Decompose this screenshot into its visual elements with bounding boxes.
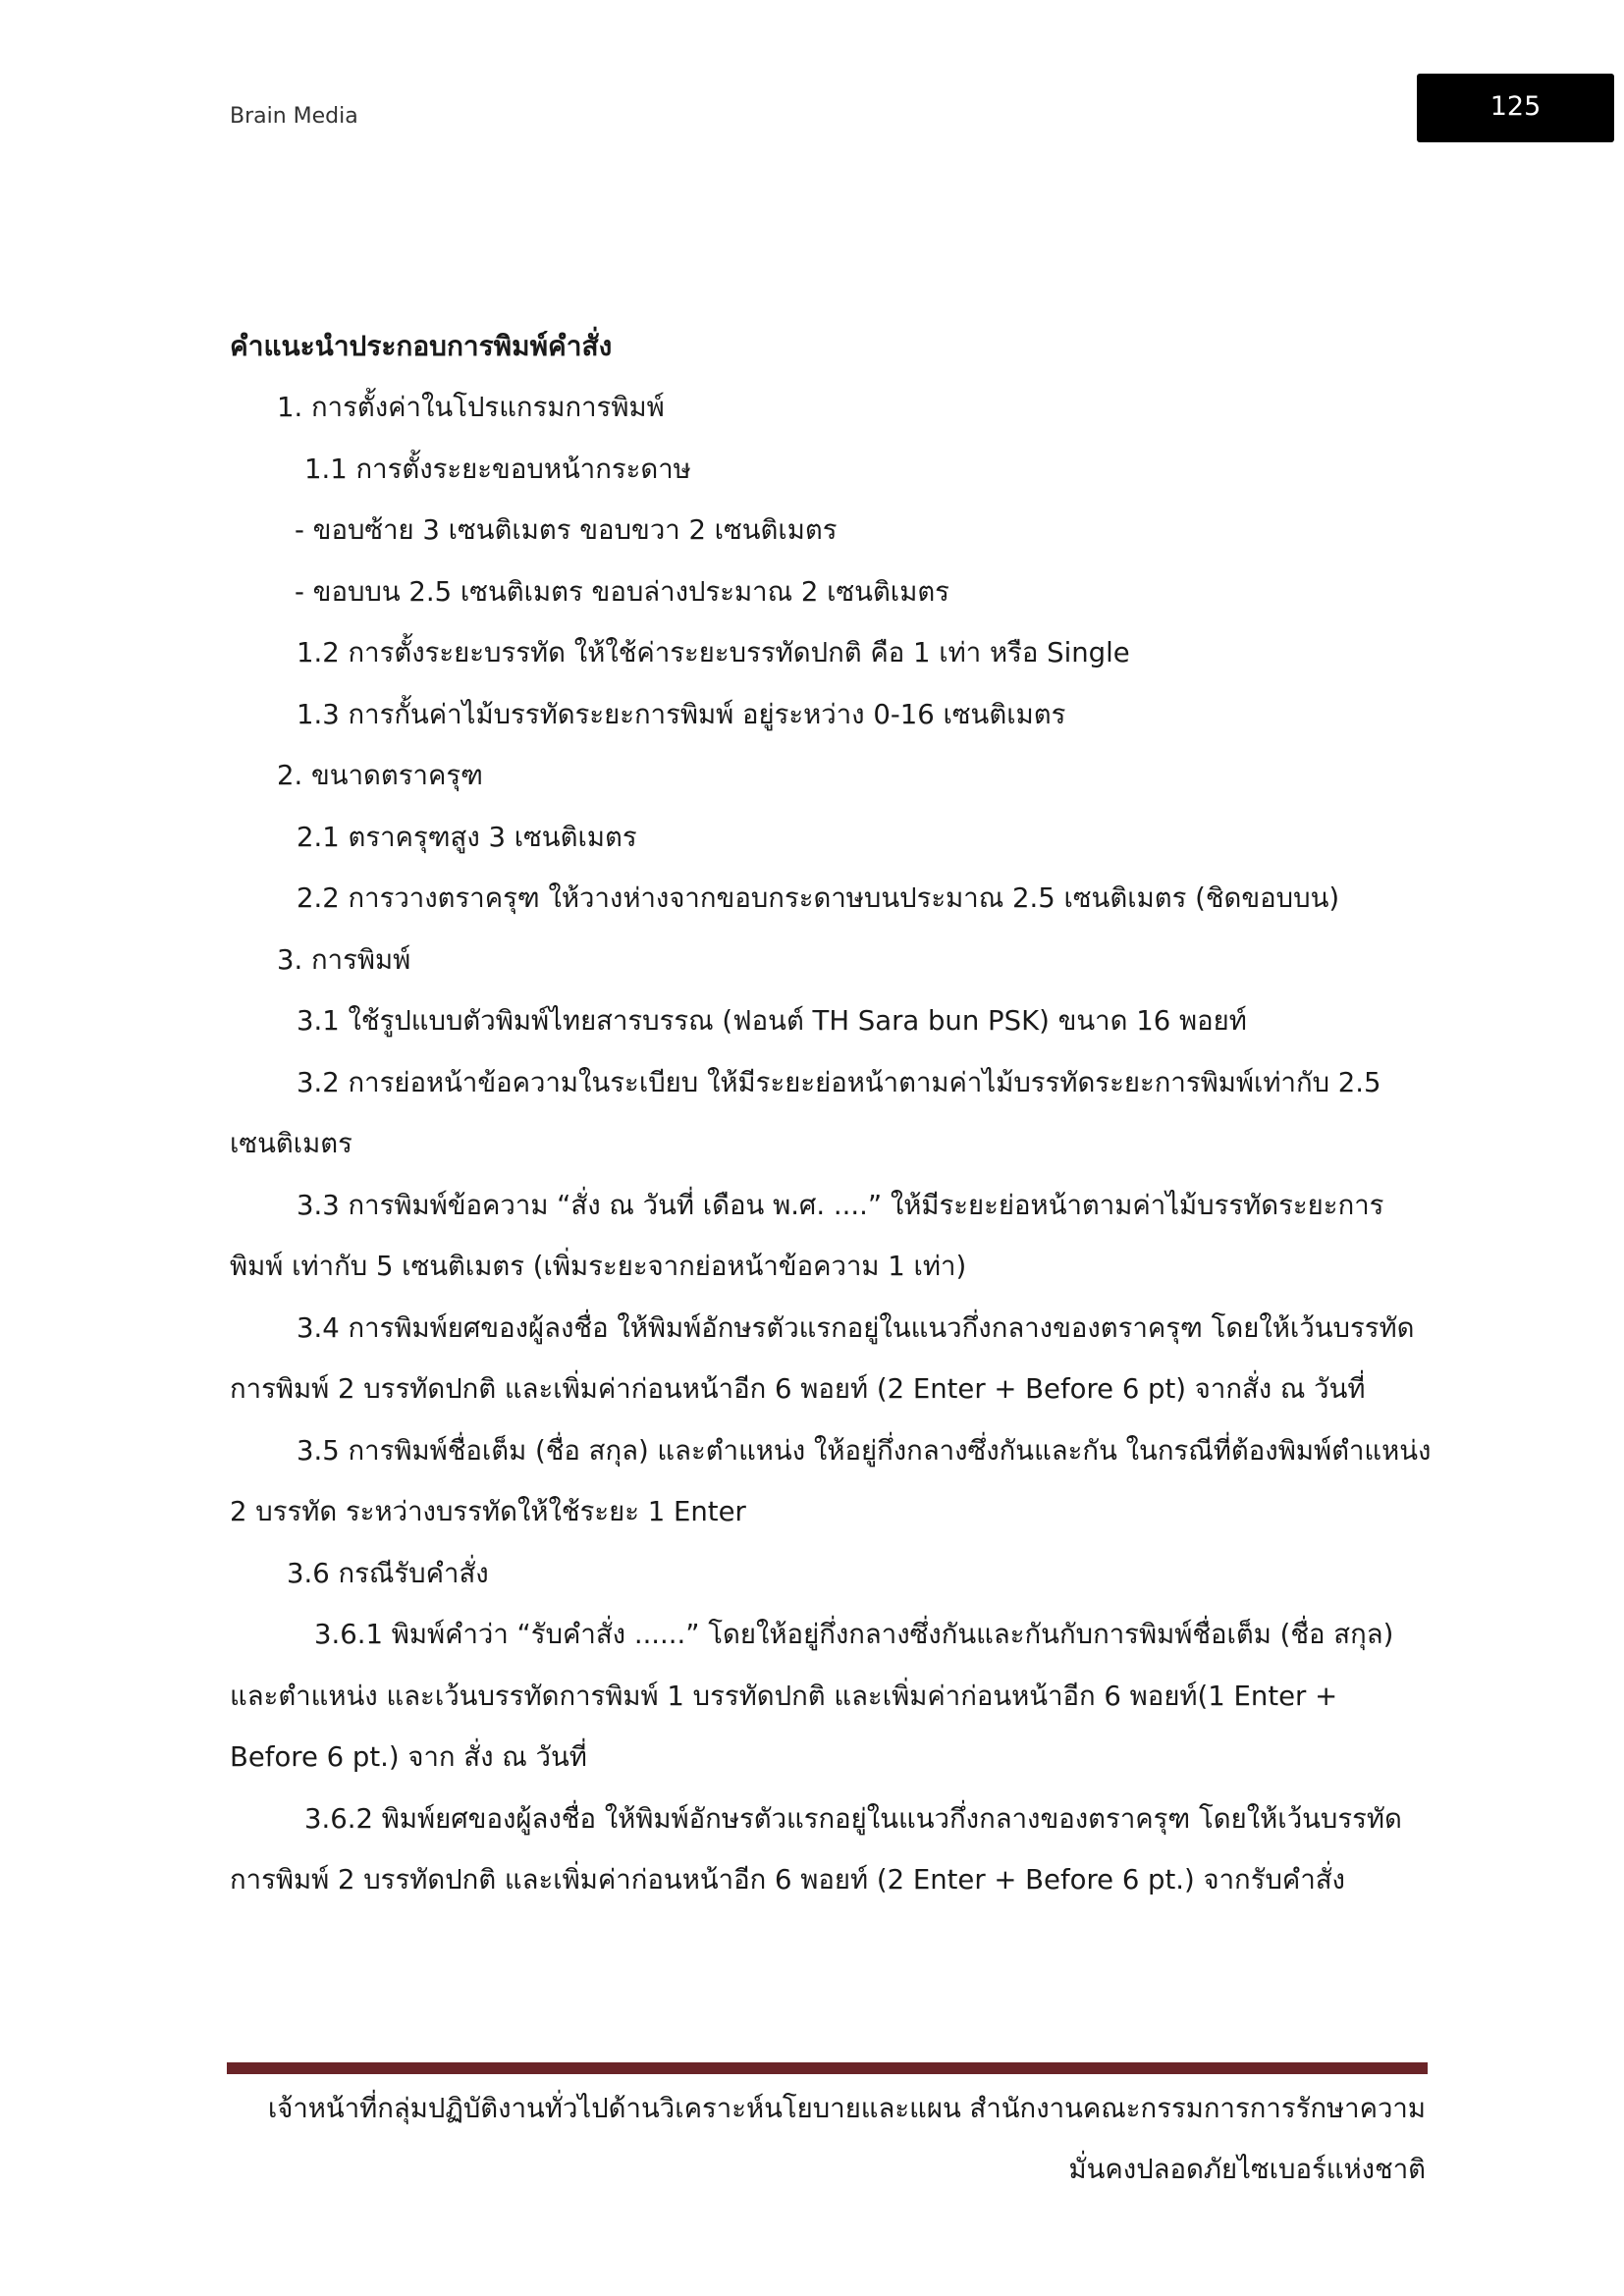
body-line: 3.6.1 พิมพ์คำว่า “รับคำสั่ง ......” โดยให้อยู่กึ่งกลางซึ่งกันและกันกับการพิมพ์ชื่อเต็ม (ชื่อ สกุล) xyxy=(314,1619,1394,1650)
body-line: 3.1 ใช้รูปแบบตัวพิมพ์ไทยสารบรรณ (ฟอนต์ TH Sara bun PSK) ขนาด 16 พอยท์ xyxy=(297,1005,1247,1037)
header-brand: Brain Media xyxy=(230,104,358,129)
body-line: 3.6 กรณีรับคำสั่ง xyxy=(287,1558,489,1589)
body-line: 1.1 การตั้งระยะขอบหน้ากระดาษ xyxy=(304,454,691,485)
body-line: เซนติเมตร xyxy=(230,1128,352,1159)
body-line: 1. การตั้งค่าในโปรแกรมการพิมพ์ xyxy=(277,392,665,423)
page-number: 125 xyxy=(1417,74,1614,142)
body-line: - ขอบซ้าย 3 เซนติเมตร ขอบขวา 2 เซนติเมตร xyxy=(295,514,838,546)
body-line: 1.2 การตั้งระยะบรรทัด ให้ใช้ค่าระยะบรรทัดปกติ คือ 1 เท่า หรือ Single xyxy=(297,637,1130,668)
body-line: 2 บรรทัด ระหว่างบรรทัดให้ใช้ระยะ 1 Enter xyxy=(230,1496,746,1527)
footer-rule xyxy=(227,2062,1428,2074)
body-line: การพิมพ์ 2 บรรทัดปกติ และเพิ่มค่าก่อนหน้าอีก 6 พอยท์ (2 Enter + Before 6 pt.) จากรับคำสั่ง xyxy=(230,1864,1345,1896)
body-line: 3.3 การพิมพ์ข้อความ “สั่ง ณ วันที่ เดือน พ.ศ. ....” ให้มีระยะย่อหน้าตามค่าไม้บรรทัดระยะการ xyxy=(297,1190,1384,1221)
body-line: 2. ขนาดตราครุฑ xyxy=(277,760,483,791)
footer-line-1: เจ้าหน้าที่กลุ่มปฏิบัติงานทั่วไปด้านวิเคราะห์นโยบายและแผน สำนักงานคณะกรรมการการรักษาความ xyxy=(267,2093,1426,2124)
section-heading: คำแนะนำประกอบการพิมพ์คำสั่ง xyxy=(230,330,613,362)
body-line: 3.4 การพิมพ์ยศของผู้ลงชื่อ ให้พิมพ์อักษรตัวแรกอยู่ในแนวกึ่งกลางของตราครุฑ โดยให้เว้นบรรทัด xyxy=(297,1312,1415,1344)
body-line: 1.3 การกั้นค่าไม้บรรทัดระยะการพิมพ์ อยู่ระหว่าง 0-16 เซนติเมตร xyxy=(297,699,1066,730)
body-line: 3.5 การพิมพ์ชื่อเต็ม (ชื่อ สกุล) และตำแหน่ง ให้อยู่กึ่งกลางซึ่งกันและกัน ในกรณีที่ต้องพิมพ์ตำแหน่ง xyxy=(297,1435,1432,1467)
body-line: การพิมพ์ 2 บรรทัดปกติ และเพิ่มค่าก่อนหน้าอีก 6 พอยท์ (2 Enter + Before 6 pt) จากสั่ง ณ วันที่ xyxy=(230,1373,1366,1405)
body-line: 2.2 การวางตราครุฑ ให้วางห่างจากขอบกระดาษบนประมาณ 2.5 เซนติเมตร (ชิดขอบบน) xyxy=(297,882,1340,914)
footer-line-2: มั่นคงปลอดภัยไซเบอร์แห่งชาติ xyxy=(1068,2154,1426,2185)
body-line: พิมพ์ เท่ากับ 5 เซนติเมตร (เพิ่มระยะจากย่อหน้าข้อความ 1 เท่า) xyxy=(230,1251,967,1282)
body-line: - ขอบบน 2.5 เซนติเมตร ขอบล่างประมาณ 2 เซนติเมตร xyxy=(295,576,949,608)
body-line: และตำแหน่ง และเว้นบรรทัดการพิมพ์ 1 บรรทัดปกติ และเพิ่มค่าก่อนหน้าอีก 6 พอยท์(1 Enter + xyxy=(230,1681,1338,1712)
body-line: Before 6 pt.) จาก สั่ง ณ วันที่ xyxy=(230,1741,587,1773)
body-line: 3.2 การย่อหน้าข้อความในระเบียบ ให้มีระยะย่อหน้าตามค่าไม้บรรทัดระยะการพิมพ์เท่ากับ 2.5 xyxy=(297,1067,1381,1098)
body-line: 3. การพิมพ์ xyxy=(277,944,411,976)
body-line: 2.1 ตราครุฑสูง 3 เซนติเมตร xyxy=(297,822,637,853)
body-line: 3.6.2 พิมพ์ยศของผู้ลงชื่อ ให้พิมพ์อักษรตัวแรกอยู่ในแนวกึ่งกลางของตราครุฑ โดยให้เว้นบรรทัด xyxy=(304,1803,1402,1835)
